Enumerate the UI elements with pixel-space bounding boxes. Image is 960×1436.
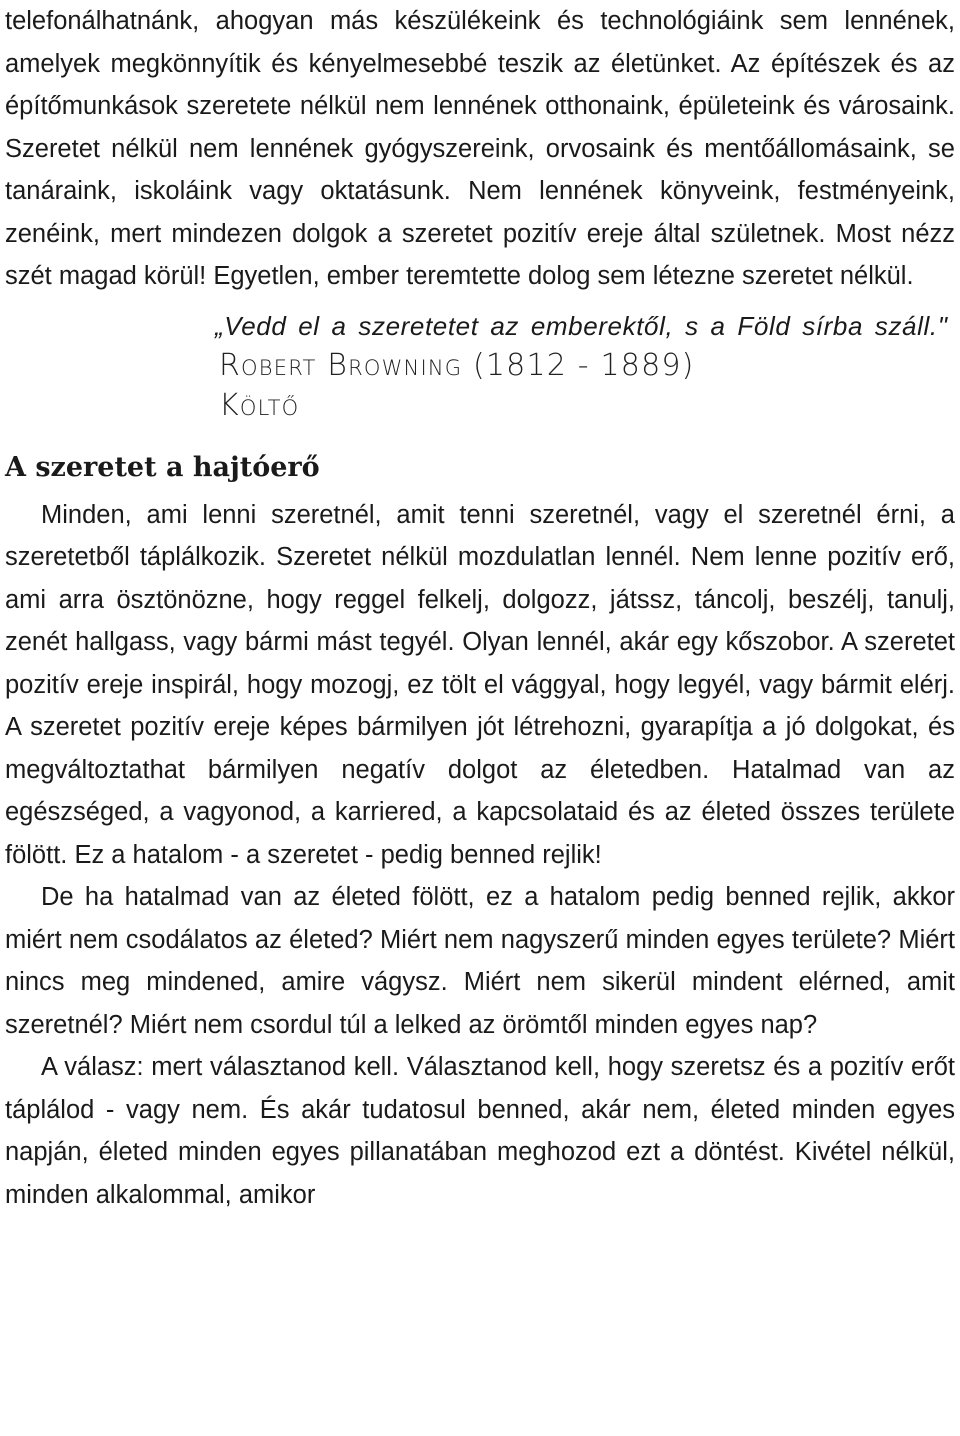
body-paragraph-2: De ha hatalmad van az életed fölött, ez a hatalom pedig benned rejlik, akkor miért nem csodálatos az életed? Miért nem nagyszerű minden egyes területe? Miért nincs meg mindened, amire vágysz. Miért nem sikerül mindent elérned, amit szeretnél? Miért nem csordul túl a lelked az örömtől minden egyes nap? <box>5 883 955 1039</box>
quote-text: „Vedd el a szeretetet az emberektől, s a Föld sírba száll." <box>215 310 948 341</box>
body-paragraph-1: Minden, ami lenni szeretnél, amit tenni szeretnél, vagy el szeretnél érni, a szeretetből táplálkozik. Szeretet nélkül mozdulatlan lennél. Nem lenne pozitív erő, ami arra ösztönözne, hogy reggel felkelj, dolgozz, játssz, táncolj, beszélj, tanulj, zenét hallgass, vagy bármi mást tegyél. Olyan lennél, akár egy kőszobor. A szeretet pozitív ereje inspirál, hogy mozogj, ez tölt el vággyal, hogy legyél, vagy bármit elérj. A szeretet pozitív ereje képes bármilyen jót létrehozni, gyarapítja a jó dolgokat, és megváltoztathat bármilyen negatív dolgot az életedben. Hatalmad van az egészséged, a vagyonod, a karriered, a kapcsolataid és az életed összes területe fölött. Ez a hatalom - a szeretet - pedig benned rejlik! <box>5 500 955 869</box>
quote-author: Robert Browning (1812 - 1889) <box>219 347 695 383</box>
intro-paragraph: telefonálhatnánk, ahogyan más készülékeink és technológiáink sem lennének, amelyek megkönnyítik és kényelmesebbé teszik az életünket. Az építészek és az építőmunkások szeretete nélkül nem lennének otthonaink, épületeink és városaink. Szeretet nélkül nem lennének gyógyszereink, orvosaink és mentőállomásaink, se tanáraink, iskoláink vagy oktatásunk. Nem lennének könyveink, festményeink, zenéink, mert mindezen dolgok a szeretet pozitív ereje által születnek. Most nézz szét magad körül! Egyetlen, ember teremtette dolog sem létezne szeretet nélkül. <box>5 7 955 290</box>
document-page <box>5 0 955 1216</box>
quote-author-role: Költő <box>219 387 300 423</box>
section-heading: A szeretet a hajtóerő <box>5 451 320 483</box>
quote-block <box>181 306 955 426</box>
body-paragraph-3: A válasz: mert választanod kell. Választanod kell, hogy szeretsz és a pozitív erőt táplálod - vagy nem. És akár tudatosul benned, akár nem, életed minden egyes napján, életed minden egyes pillanatában meghozod ezt a döntést. Kivétel nélkül, minden alkalommal, amikor <box>5 1053 955 1209</box>
